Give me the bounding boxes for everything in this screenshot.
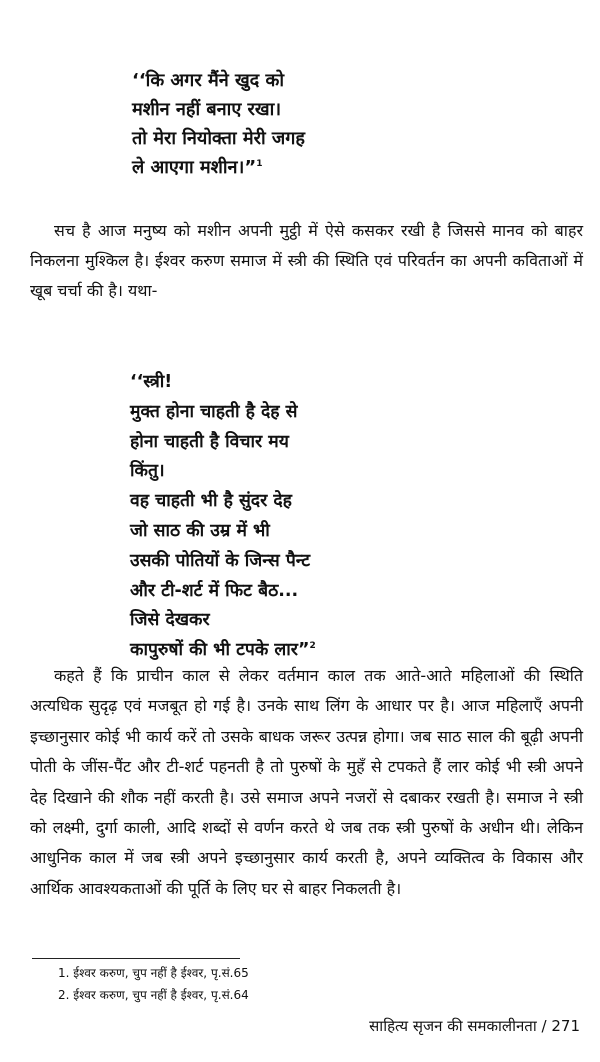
poem-line: और टी-शर्ट में फिट बैठ...: [130, 580, 299, 601]
book-title: साहित्य सृजन की समकालीनता: [369, 1017, 537, 1035]
poem-line: तो मेरा नियोक्ता मेरी जगह: [132, 128, 305, 149]
page-number: 271: [551, 1017, 580, 1035]
poem-line: मशीन नहीं बनाए रखा।: [132, 99, 282, 120]
poem-line: मुक्त होना चाहती है देह से: [130, 401, 298, 422]
poem-quote-2: [130, 368, 316, 666]
poem-line: ‘‘कि अगर मैंने खुद को: [132, 70, 284, 91]
poem-quote-1: [132, 66, 305, 182]
footnote-divider: [32, 958, 240, 959]
footnote-2: 2. ईश्वर करुण, चुप नहीं है ईश्वर, पृ.सं.64: [58, 988, 249, 1002]
poem-line-text: ले आएगा मशीन।”: [132, 157, 257, 178]
poem-line-last: [132, 153, 305, 182]
poem-line: जिसे देखकर: [130, 610, 210, 631]
poem-line: किंतु।: [130, 461, 165, 482]
footnote-1: 1. ईश्वर करुण, चुप नहीं है ईश्वर, पृ.सं.65: [58, 966, 249, 980]
footer-separator: /: [541, 1017, 547, 1035]
poem-line: ‘‘स्त्री!: [130, 372, 173, 392]
footnotes: [58, 962, 249, 1006]
footnote-marker-1: 1: [256, 159, 263, 169]
body-paragraph-1: सच है आज मनुष्य को मशीन अपनी मुट्ठी में ऐसे कसकर रखी है जिससे मानव को बाहर निकलना मुश्किल है। ईश्वर करुण समाज में स्त्री की स्थिति एवं परिवर्तन का अपनी कविताओं में खूब चर्चा की है। यथा-: [30, 221, 583, 300]
running-footer: [318, 1016, 580, 1036]
poem-line: उसकी पोतियों के जिन्स पैन्ट: [130, 550, 311, 571]
poem-line-text: कापुरुषों की भी टपके लार”: [130, 640, 310, 661]
poem-line: जो साठ की उम्र में भी: [130, 520, 270, 541]
footnote-marker-2: 2: [309, 641, 316, 652]
poem-line: वह चाहती भी है सुंदर देह: [130, 491, 292, 512]
body-paragraph-2: कहते हैं कि प्राचीन काल से लेकर वर्तमान काल तक आते-आते महिलाओं की स्थिति अत्यधिक सुदृढ़ एवं मजबूत हो गई है। उनके साथ लिंग के आधार पर है। आज महिलाएँ अपनी इच्छानुसार कोई भी कार्य करें तो उसके बाधक जरूर उत्पन्न होगा। जब साठ साल की बूढ़ी अपनी पोती के जींस-पैंट और टी-शर्ट पहनती है तो पुरुषों के मुहँ से टपकते हैं लार कोई भी स्त्री अपने देह दिखाने की शौक नहीं करती है। उसे समाज अपने नजरों से दबाकर रखती है। समाज ने स्त्री को लक्ष्मी, दुर्गा काली, आदि शब्दों से वर्णन करते थे जब तक स्त्री पुरुषों के अधीन थी। लेकिन आधुनिक काल में जब स्त्री अपने इच्छानुसार कार्य करती है, अपने व्यक्तित्व के विकास और आर्थिक आवश्यकताओं की पूर्ति के लिए घर से बाहर निकलती है।: [30, 666, 583, 898]
poem-line: होना चाहती है विचार मय: [130, 431, 289, 452]
